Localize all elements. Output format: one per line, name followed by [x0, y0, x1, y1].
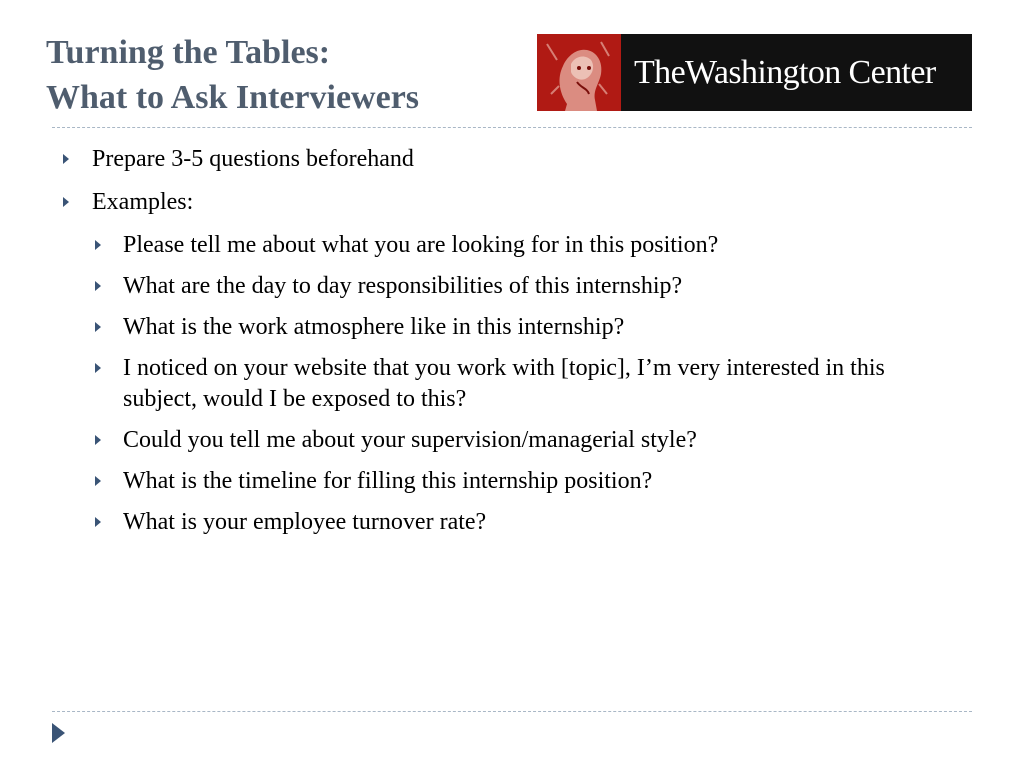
sub-bullet-item: [0, 507, 935, 538]
slide-title-line-2: What to Ask Interviewers: [46, 79, 420, 116]
bullet-item: [0, 144, 1024, 175]
slide-title-line-1: Turning the Tables:: [46, 34, 331, 71]
bullet-arrow-icon: [95, 435, 101, 445]
bullet-item: [0, 187, 1024, 218]
sub-bullet-text: What is the timeline for filling this internship position?: [123, 468, 653, 494]
washington-center-logo: [537, 34, 972, 111]
sub-bullet-text: What are the day to day responsibilities of this internship?: [123, 273, 683, 299]
bullet-text: Prepare 3-5 questions beforehand: [92, 146, 414, 172]
bottom-divider: [52, 711, 972, 712]
sub-bullet-item: [0, 466, 935, 497]
bullet-arrow-icon: [95, 363, 101, 373]
red-portrait-emblem-icon: [537, 34, 621, 111]
bullet-list: [0, 144, 1024, 548]
sub-bullet-text: Could you tell me about your supervision/managerial style?: [123, 427, 697, 453]
bullet-arrow-icon: [95, 517, 101, 527]
bullet-arrow-icon: [95, 281, 101, 291]
slide-title: [46, 30, 419, 120]
top-divider: [52, 127, 972, 128]
sub-bullet-item: [0, 271, 935, 302]
sub-bullet-item: [0, 312, 935, 343]
bullet-arrow-icon: [63, 154, 69, 164]
sub-bullet-item: [0, 230, 935, 261]
bullet-text: Examples:: [92, 189, 194, 215]
sub-bullet-item: [0, 425, 935, 456]
sub-bullet-item: [0, 353, 935, 415]
sub-bullet-text: What is the work atmosphere like in this internship?: [123, 314, 625, 340]
bullet-arrow-icon: [95, 322, 101, 332]
bullet-arrow-icon: [95, 240, 101, 250]
slide-nav-arrow-icon: [52, 723, 65, 743]
sub-bullet-text: I noticed on your website that you work with [topic], I’m very interested in this subject, would I be exposed to this?: [123, 355, 885, 412]
sub-bullet-text: Please tell me about what you are looking for in this position?: [123, 232, 719, 258]
logo-wordmark: TheWashington Center: [634, 53, 936, 91]
bullet-arrow-icon: [63, 197, 69, 207]
sub-bullet-text: What is your employee turnover rate?: [123, 509, 487, 535]
bullet-arrow-icon: [95, 476, 101, 486]
